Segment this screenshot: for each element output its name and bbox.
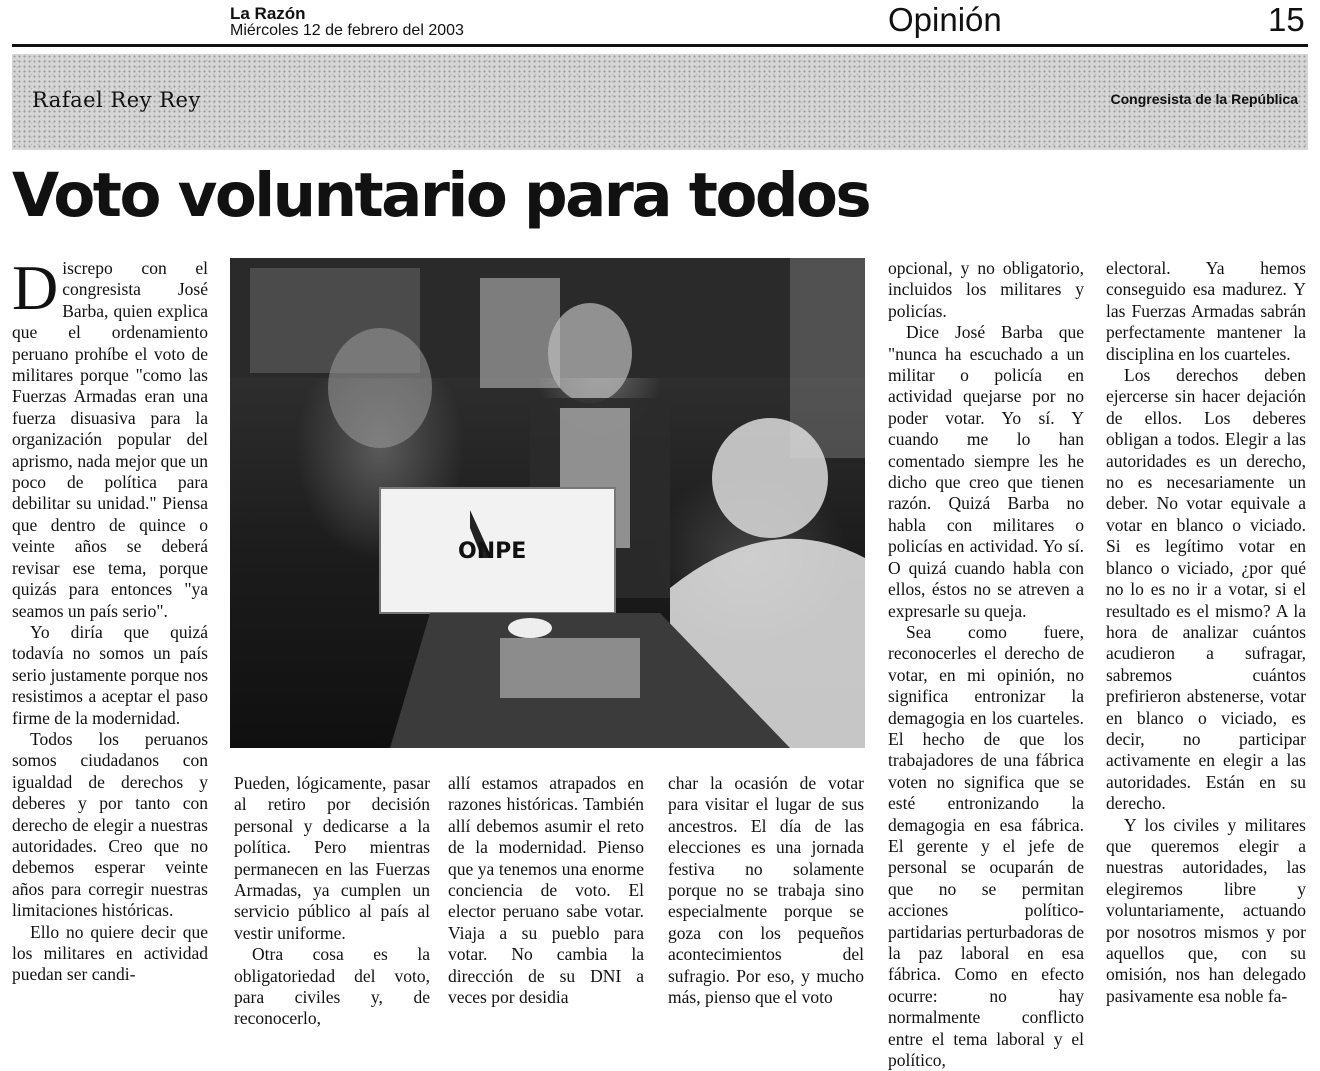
author-name: Rafael Rey Rey [32,88,201,112]
article-headline: Voto voluntario para todos [12,160,870,231]
article-column-2 [234,773,430,1029]
article-paragraph: Y los civiles y militares que queremos elegir a nuestras autoridades, las elegiremos libre y voluntariamente, actuando por nosotros mismos y por aquellos que, con su omisión, nos han delegado pasivamente esa noble fa- [1106,814,1306,1006]
article-paragraph: Pueden, lógicamente, pasar al retiro por decisión personal y dedicarse a la política. Pero mientras permanecen en las Fuerzas Armadas, ya cumplen un servicio público al país al vestir uniforme. [234,773,430,943]
article-paragraph: electoral. Ya hemos conseguido esa madurez. Y las Fuerzas Armadas sabrán perfectamente mantener la disciplina en los cuarteles. [1106,258,1306,364]
article-paragraph: Dice José Barba que "nunca ha escuchado a un militar o policía en actividad quejarse por no poder votar. Yo sí. Y cuando me lo han comentado siempre les he dicho que creo que tienen razón. Quizá Barba no habla con militares o policías en actividad. Yo sí. O quizá cuando habla con ellos, éstos no se atreven a expresarle su queja. [888,322,1084,621]
article-paragraph: allí estamos atrapados en razones históricas. También allí debemos asumir el reto de la modernidad. Pienso que ya tenemos una enorme conciencia de voto. El elector peruano sabe votar. Viaja a su pueblo para votar. No cambia la dirección de su DNI a veces por desidia [448,773,644,1008]
ballot-box-photo [230,258,865,748]
article-paragraph: Otra cosa es la obligatoriedad del voto, para civiles y, de reconocerlo, [234,944,430,1029]
article-paragraph: Todos los peruanos somos ciudadanos con igualdad de derechos y deberes y por tanto con derecho de elegir a nuestras autoridades. Creo que no debemos esperar veinte años para corregir nuestras limitaciones históricas. [12,728,208,921]
article-column-3 [448,773,644,1009]
article-photo [230,258,865,748]
article-paragraph: opcional, y no obligatorio, incluidos los militares y policías. [888,258,1084,321]
onpe-label: ONPE [458,539,527,564]
article-paragraph: Los derechos deben ejercerse sin hacer dejación de ellos. Los deberes obligan a todos. Elegir a las autoridades es un derecho, no es necesariamente un deber. No votar equivale a votar en blanco o viciado. Si es legítimo votar en blanco o viciado, ¿por qué no lo es no ir a votar, si el resultado es el mismo? A la hora de analizar cuántos acudieron a sufragar, sabremos cuántos prefirieron abstenerse, votar en blanco o viciado, es decir, no participar activamente en elegir a las autoridades. Están en su derecho. [1106,365,1306,814]
masthead-rule [12,44,1308,47]
article-paragraph: Discrepo con el congresista José Barba, quien explica que el ordenamiento peruano prohíbe el voto de militares porque "como las Fuerzas Armadas eran una fuerza disuasiva para la organización popular del aprismo, nada mejor que un poco de política para debilitar su unidad." Piensa que dentro de quince o veinte años se deberá revisar ese tema, porque quizás para entonces "ya seamos un país serio". [12,252,208,621]
article-column-5 [888,258,1084,1071]
article-paragraph: Yo diría que quizá todavía no somos un país serio justamente porque nos resistimos a aceptar el paso firme de la modernidad. [12,621,208,728]
article-column-4 [668,773,864,1009]
section-title: Opinión [888,1,1002,38]
article-paragraph: Ello no quiere decir que los militares en actividad puedan ser candi- [12,921,208,985]
article-column-1 [12,252,208,1010]
drop-cap: D [12,252,59,323]
page-number: 15 [1268,1,1305,38]
author-role: Congresista de la República [1110,91,1298,107]
article-paragraph: Sea como fuere, reconocerles el derecho de votar, en mi opinión, no significa entronizar la demagogia en los cuarteles. El hecho de que los trabajadores de una fábrica voten no significa que se esté entronizando la demagogia en esa fábrica. El gerente y el jefe de personal se ocuparán de que no se permitan acciones político-partidarias perturbadoras de la paz laboral en esa fábrica. Como en efecto ocurre: no hay normalmente conflicto entre el tema laboral y el político, [888,621,1084,1071]
article-column-6 [1106,258,1306,1010]
article-paragraph: char la ocasión de votar para visitar el lugar de sus ancestros. El día de las elecciones es una jornada festiva no solamente porque no se trabaja sino especialmente porque se goza con los pequeños acontecimientos del sufragio. Por eso, y mucho más, pienso que el voto [668,773,864,1008]
newspaper-name: La Razón [230,4,306,23]
publication-date: Miércoles 12 de febrero del 2003 [230,22,464,39]
